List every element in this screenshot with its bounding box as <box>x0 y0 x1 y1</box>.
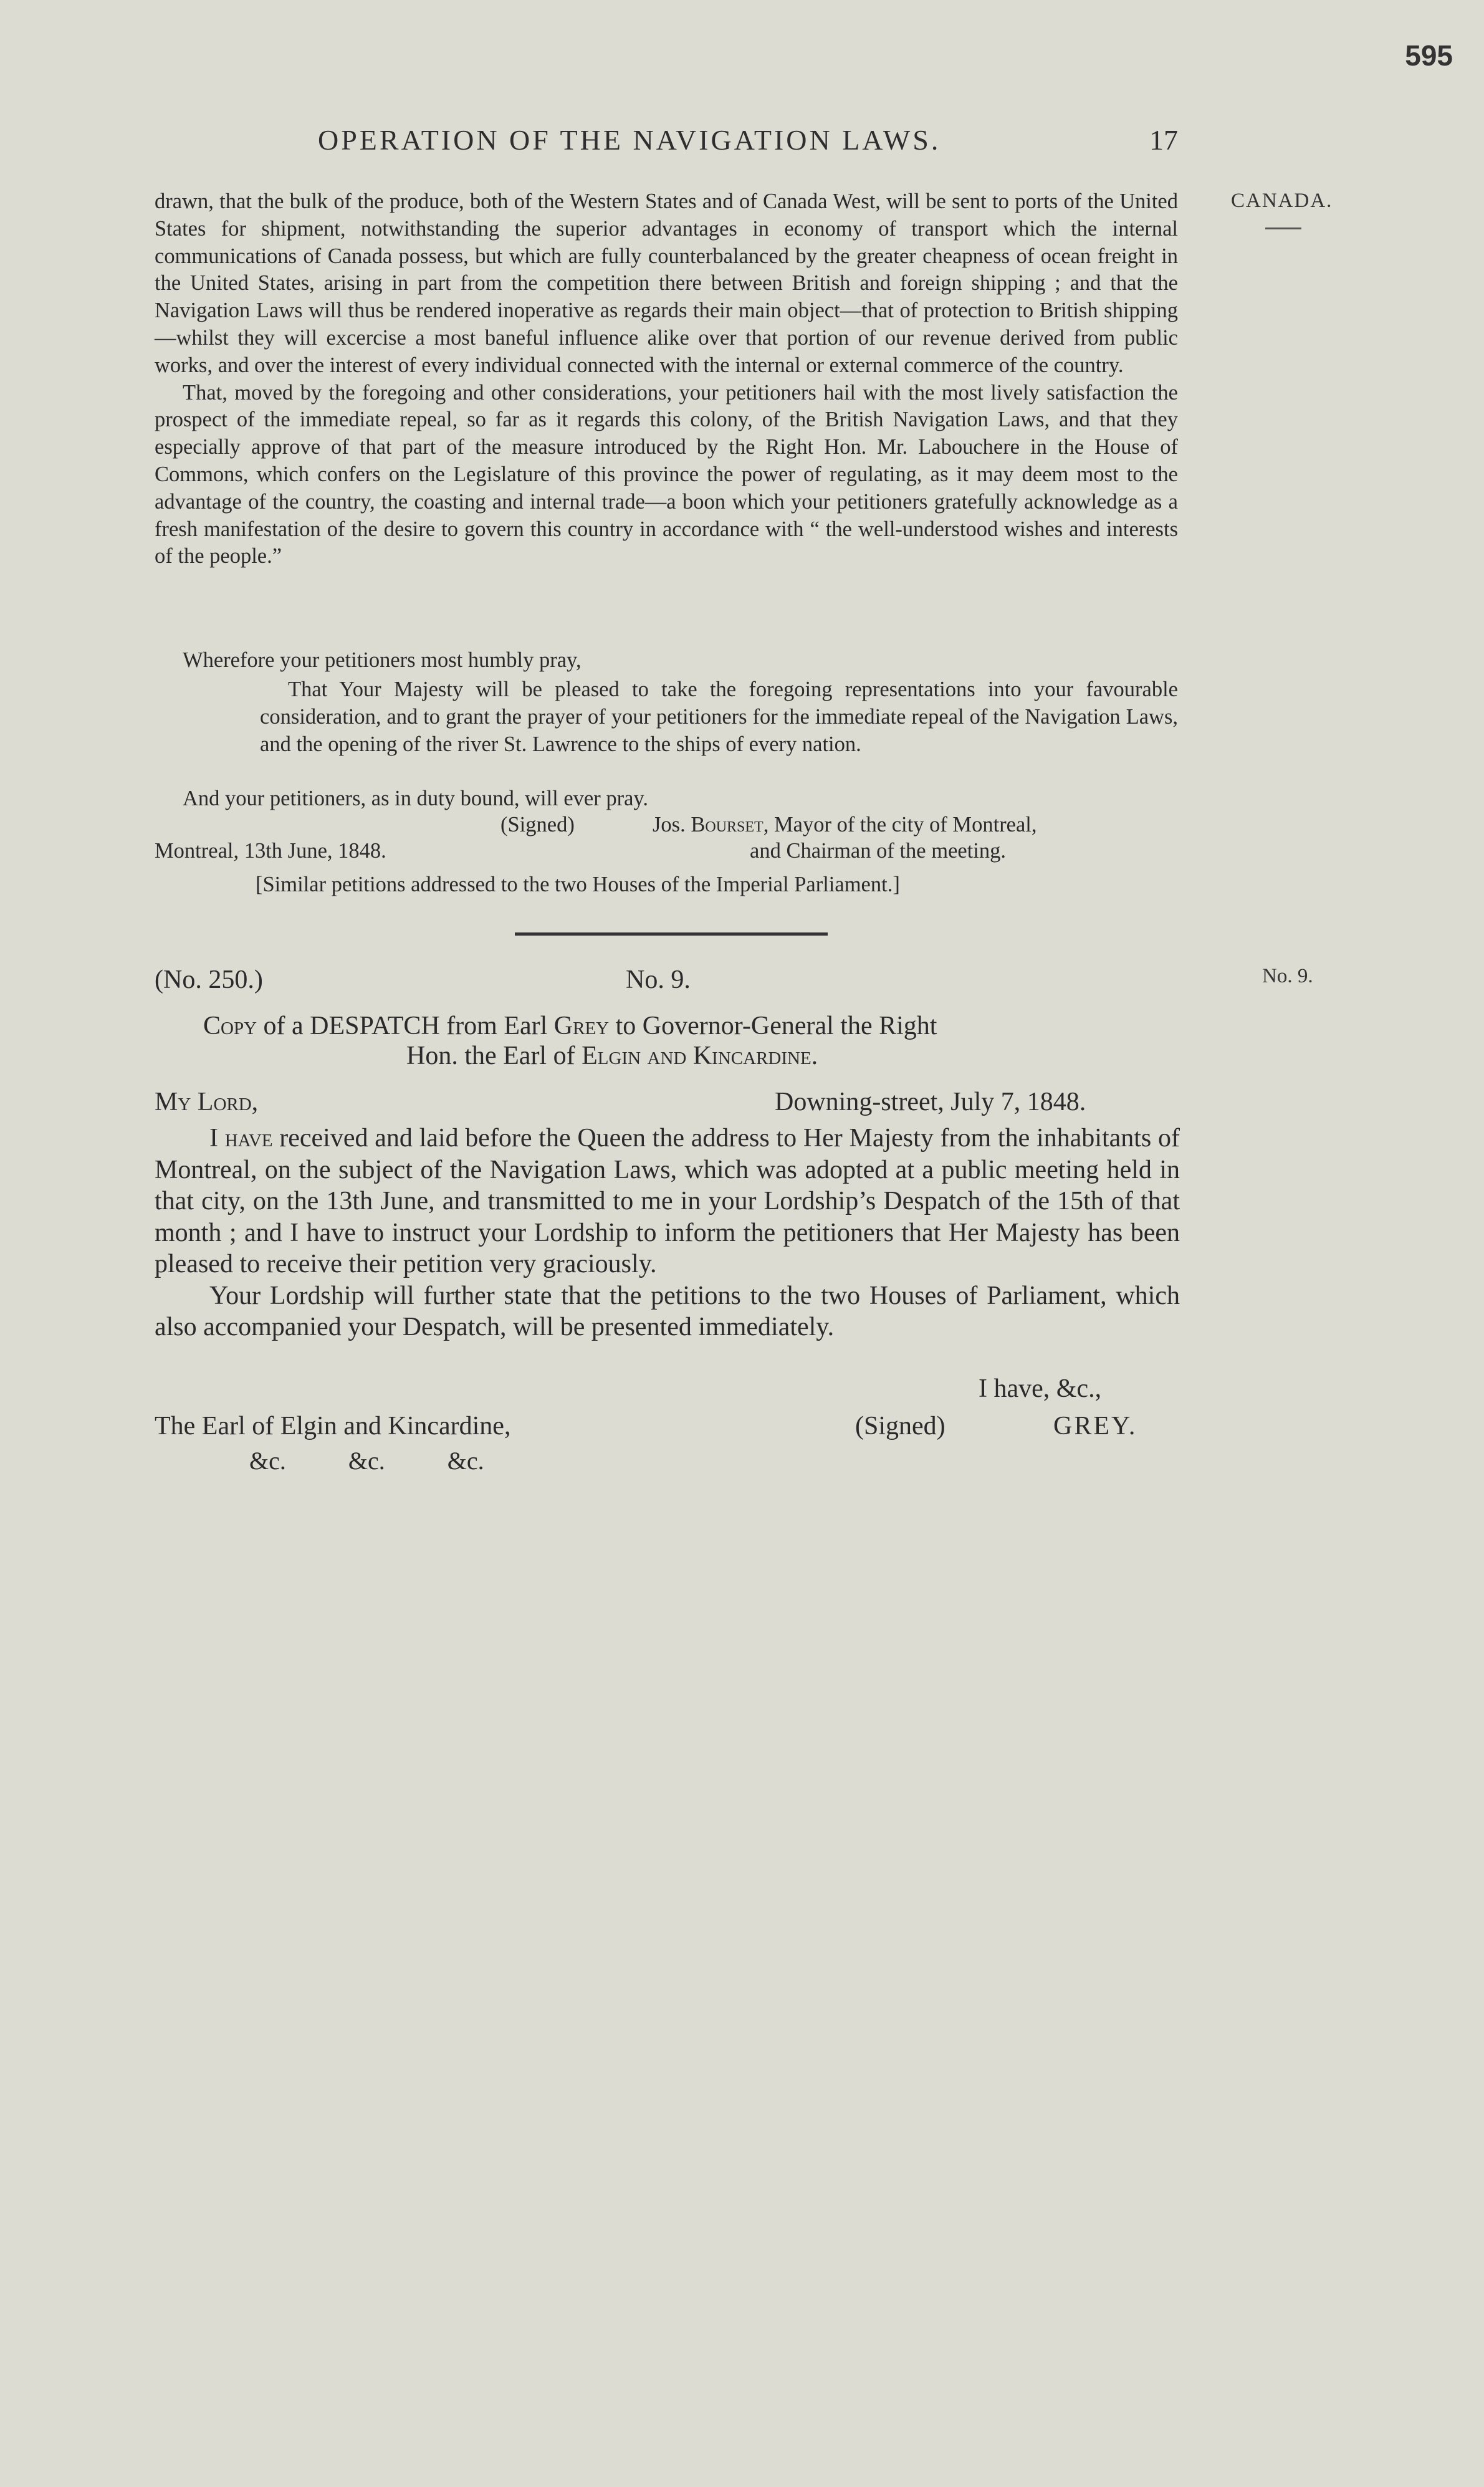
margin-note-no9: No. 9. <box>1262 965 1313 987</box>
and-your-petitioners-line: And your petitioners, as in duty bound, will ever pray. <box>183 787 649 810</box>
petition-signer-title: and Chairman of the meeting. <box>750 839 1007 863</box>
petition-signer: Jos. Bourset, Mayor of the city of Montreal, <box>653 813 1037 836</box>
similar-petitions-note: [Similar petitions addressed to the two Houses of the Imperial Parliament.] <box>256 873 900 896</box>
prayer-paragraph: That Your Majesty will be pleased to take the foregoing representations into your favourable consideration, and to grant the prayer of your petitioners for the immediate repeal of the Navigation Laws, and the opening of the river St. Lawrence to the ships of every nation. <box>260 678 1178 756</box>
margin-dash <box>1265 228 1301 229</box>
signature-grey: GREY. <box>1053 1412 1137 1440</box>
dateline: Downing-street, July 7, 1848. <box>775 1088 1086 1116</box>
petition-signed-label: (Signed) <box>500 813 575 836</box>
section-divider <box>515 932 828 936</box>
despatch-signed-label: (Signed) <box>855 1412 945 1440</box>
etc-line: &c. &c. &c. <box>249 1447 484 1475</box>
petition-paragraph-1: drawn, that the bulk of the produce, both of the Western States and of Canada West, will be sent to ports of the United States for shipment, notwithstanding the superior advantages in economy of transport which the internal communications of Canada possess, but which are fully counterbalanced by the greater cheapness of ocean freight in the United States, arising in part from the competition there between British and foreign shipping ; and that the Navigation Laws will thus be rendered inoperative as regards their main object—that of protection to British shipping—whilst they will excercise a most baneful influence alike over that portion of our revenue derived from public works, and over the interest of every individual connected with the internal or external commerce of the country. <box>155 189 1178 377</box>
margin-note-canada: CANADA. <box>1231 189 1333 212</box>
salutation: My Lord, <box>155 1088 259 1116</box>
closing: I have, &c., <box>979 1374 1102 1403</box>
despatch-number-paren: (No. 250.) <box>155 966 263 994</box>
despatch-paragraph-1: I have received and laid before the Queen the address to Her Majesty from the inhabitants of Montreal, on the subject of the Navigation Laws, which was adopted at a public meeting held in that city, on the 13th June, and transmitted to me in your Lordship’s Despatch of the 15th of that month ; and I have to instruct your Lordship to inform the petitioners that Her Majesty has been pleased to receive their petition very graciously. <box>155 1124 1180 1278</box>
wherefore-line: Wherefore your petitioners most humbly pray, <box>183 648 582 672</box>
petition-body <box>155 188 1178 570</box>
page-number: 595 <box>1405 39 1453 72</box>
folio-number: 17 <box>1149 124 1178 156</box>
despatch-heading-line-2: Hon. the Earl of Elgin and Kincardine. <box>406 1042 818 1070</box>
despatch-body <box>155 1123 1180 1343</box>
petition-paragraph-2: That, moved by the foregoing and other considerations, your petitioners hail with the most lively satisfaction the prospect of the immediate repeal, so far as it regards this colony, of the British Navigation Laws, and that they especially approve of that part of the measure introduced by the Right Hon. Mr. Labouchere in the House of Commons, which confers on the Legislature of this province the power of regulating, as it may deem most to the advantage of the country, the coasting and internal trade—a boon which your petitioners gratefully acknowledge as a fresh manifestation of the desire to govern this country in accordance with “ the well-understood wishes and interests of the people.” <box>155 380 1178 568</box>
despatch-heading-line-1: Copy of a DESPATCH from Earl Grey to Governor-General the Right <box>203 1012 937 1040</box>
despatch-number: No. 9. <box>626 966 691 994</box>
despatch-paragraph-2: Your Lordship will further state that the petitions to the two Houses of Parliament, which also accompanied your Despatch, will be presented immediately. <box>155 1281 1180 1341</box>
addressee: The Earl of Elgin and Kincardine, <box>155 1412 511 1440</box>
petition-place-date: Montreal, 13th June, 1848. <box>155 839 386 863</box>
running-head: OPERATION OF THE NAVIGATION LAWS. <box>318 124 941 156</box>
